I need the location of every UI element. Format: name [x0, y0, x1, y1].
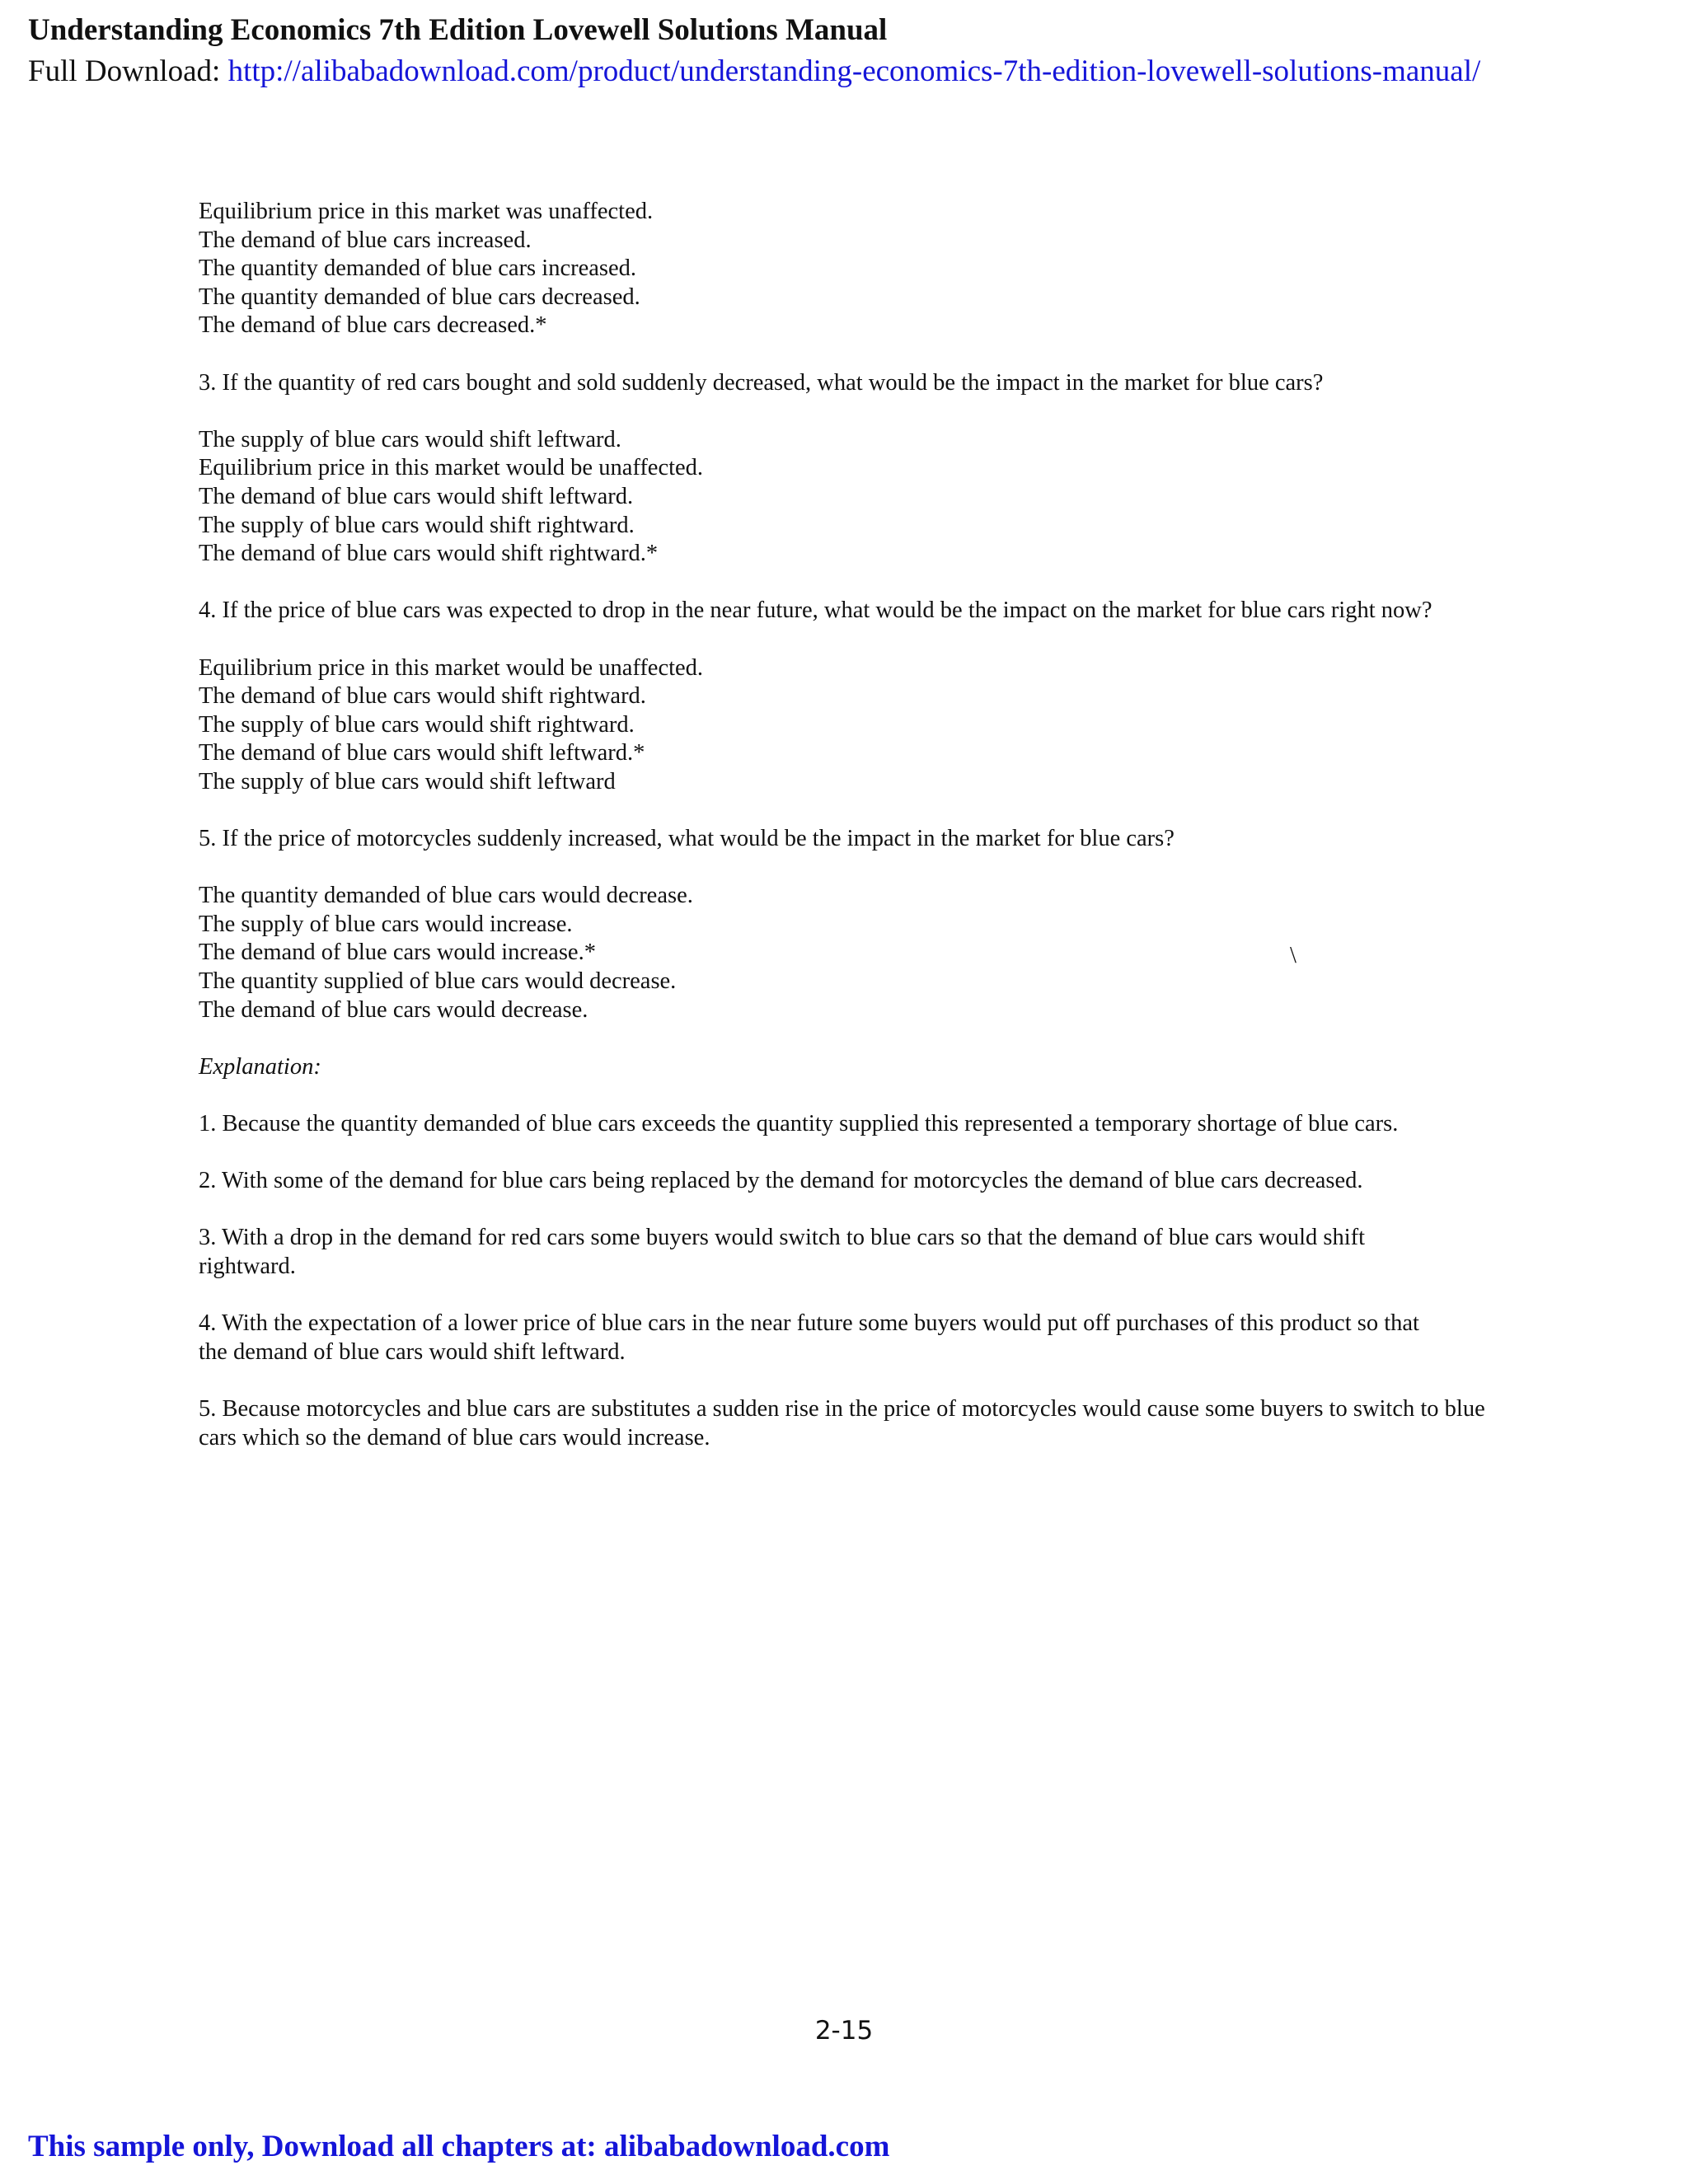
option-line: The quantity supplied of blue cars would decrease.: [199, 968, 677, 995]
option-line: The supply of blue cars would shift leftward.: [199, 426, 621, 452]
document-title: Understanding Economics 7th Edition Lovewell Solutions Manual: [28, 13, 888, 47]
option-line: The demand of blue cars would decrease.: [199, 996, 588, 1023]
option-line: The demand of blue cars would shift leftward.: [199, 483, 634, 509]
question-5-options: [199, 882, 1501, 1024]
explanation-item: 3. With a drop in the demand for red cars some buyers would switch to blue cars so that the demand of blue cars would shift rightward.: [199, 1225, 1366, 1279]
download-banner[interactable]: This sample only, Download all chapters at: alibabadownload.com: [28, 2130, 890, 2163]
question-5: 5. If the price of motorcycles suddenly increased, what would be the impact in the market for blue cars?: [199, 826, 1175, 852]
full-download-link[interactable]: http://alibabadownload.com/product/understanding-economics-7th-edition-lovewell-solutions-manual/: [227, 54, 1481, 88]
explanation-item: 2. With some of the demand for blue cars being replaced by the demand for motorcycles the demand of blue cars decreased.: [199, 1168, 1363, 1194]
option-line: The supply of blue cars would shift rightward.: [199, 711, 635, 738]
option-line: The supply of blue cars would increase.: [199, 911, 573, 937]
question-4: 4. If the price of blue cars was expected to drop in the near future, what would be the impact on the market for blue cars right now?: [199, 598, 1432, 624]
question-3-options: [199, 426, 1501, 569]
option-line: The quantity demanded of blue cars would decrease.: [199, 883, 693, 909]
explanation-item: 1. Because the quantity demanded of blue cars exceeds the quantity supplied this represented a temporary shortage of blue cars.: [199, 1111, 1399, 1137]
explanation-heading: Explanation:: [199, 1053, 321, 1080]
option-line: The demand of blue cars increased.: [199, 227, 532, 253]
question-4-options: [199, 654, 1501, 797]
option-line: The supply of blue cars would shift leftward: [199, 768, 616, 794]
option-line: Equilibrium price in this market would be unaffected.: [199, 455, 704, 481]
explanation-item: 4. With the expectation of a lower price of blue cars in the near future some buyers would put off purchases of this product so that the demand of blue cars would shift leftward.: [199, 1310, 1419, 1365]
full-download-label: Full Download:: [28, 54, 228, 88]
option-line: Equilibrium price in this market was unaffected.: [199, 199, 654, 224]
explanation-item: 5. Because motorcycles and blue cars are substitutes a sudden rise in the price of motorcycles would cause some buyers to switch to blue cars which so the demand of blue cars would increase.: [199, 1395, 1485, 1451]
option-line: The demand of blue cars decreased.*: [199, 312, 547, 339]
previous-question-options: [199, 198, 1501, 340]
option-line: The demand of blue cars would shift rightward.*: [199, 541, 659, 567]
option-line: The demand of blue cars would shift leftward.*: [199, 740, 645, 766]
option-line: The demand of blue cars would shift rightward.: [199, 683, 646, 710]
option-line: The quantity demanded of blue cars increased.: [199, 255, 636, 282]
full-download-line: [28, 51, 1480, 92]
option-line: Equilibrium price in this market would be unaffected.: [199, 654, 704, 681]
option-line: The demand of blue cars would increase.*: [199, 940, 596, 966]
page-number: 2-15: [814, 2016, 874, 2046]
option-line: The supply of blue cars would shift rightward.: [199, 512, 635, 538]
stray-backslash-mark: \: [1290, 943, 1296, 968]
page-content: [199, 198, 1501, 1481]
option-line: The quantity demanded of blue cars decreased.: [199, 284, 640, 310]
question-3: 3. If the quantity of red cars bought and sold suddenly decreased, what would be the impact in the market for blue cars?: [199, 369, 1324, 396]
